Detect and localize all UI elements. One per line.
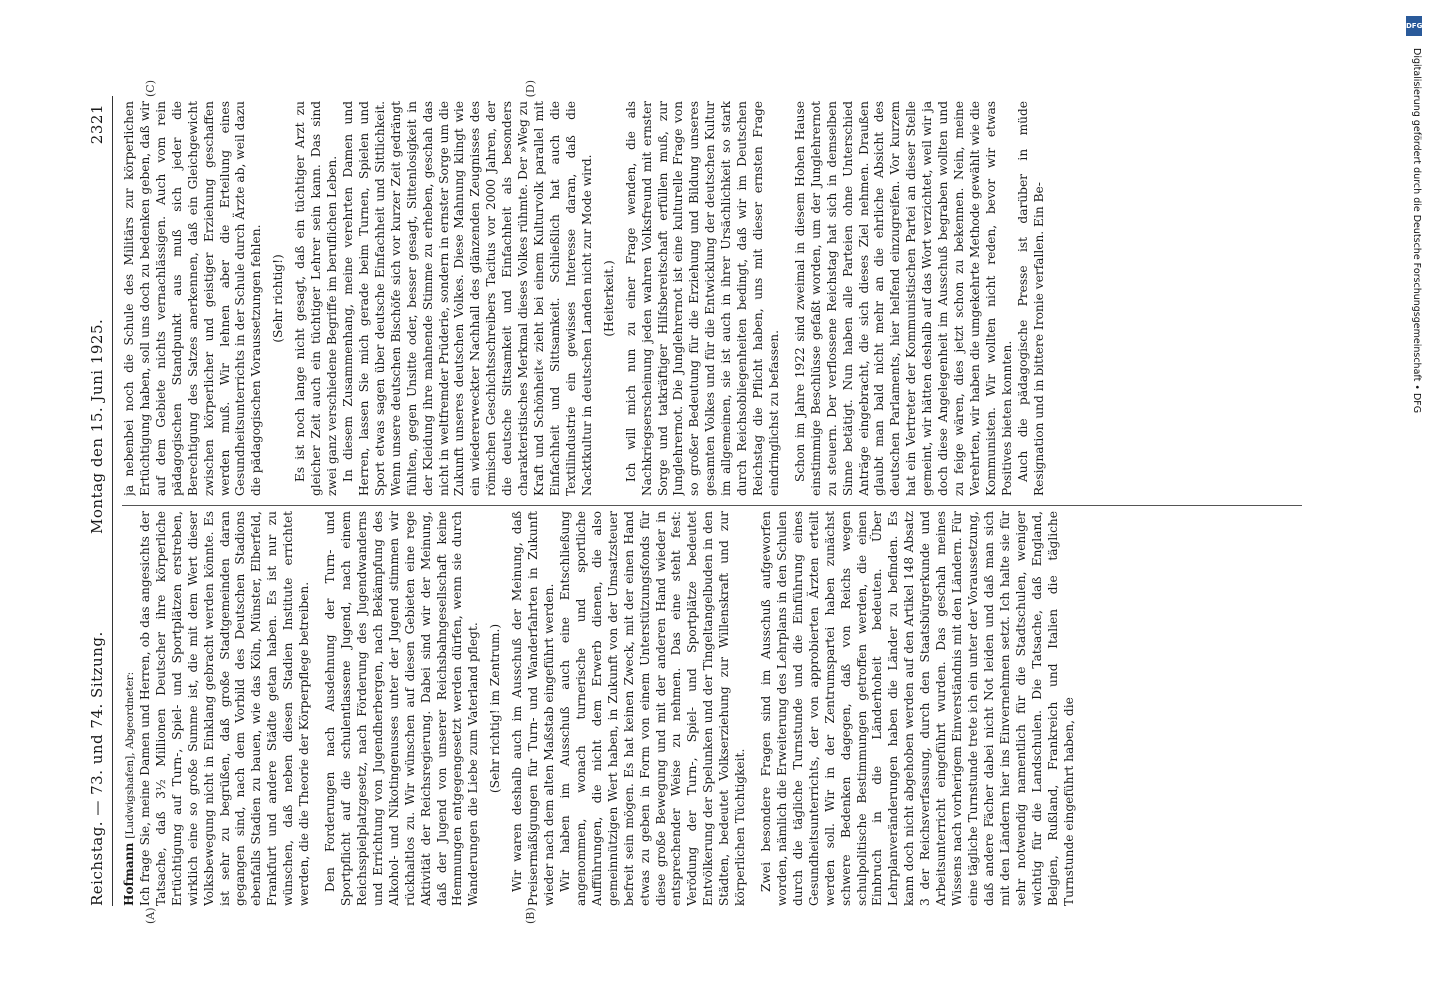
paragraph: Ich will mich nun zu einer Frage wenden, die als Nachkriegserscheinung jeden wahren Volksfreund mit ernster Sorge und tatkräftiger Hilfsbereitschaft erfüllen muß, zur Junglehrernot. Die Junglehrernot ist eine kulturelle Frage von so großer Bedeutung für die Erziehung und Bildung unseres gesamten Volkes und für die Entwicklung der deutschen Kultur im allgemeinen, sie ist auch in ihrer Ursächlichkeit so stark durch Reichsobliegenheiten bedingt, daß wir im Deutschen Reichstag die Pflicht haben, uns mit dieser ernsten Frage eindringlichst zu befassen. bbox=[623, 101, 781, 496]
digitization-sidebar bbox=[1406, 8, 1426, 992]
interjection: (Sehr richtig! im Zentrum.) bbox=[488, 623, 503, 794]
interjection: (Sehr richtig!) bbox=[271, 254, 286, 343]
speaker-name: Hofmann bbox=[122, 842, 136, 906]
paragraph: ja nebenbei noch die Schule des Militärs zur körperlichen Ertüchtigung haben, soll uns doch zu bedenken geben, daß wir auf dem Gebiete nichts vernachlässigen. Auch vom rein pädagogischen Standpunkt aus muß sich jeder die Berechtigung des Satzes anerkennen, daß ein Gleichgewicht zwischen körperlicher und geistiger Erziehung geschaffen werden muß. Wir lehnen aber die Erteilung eines Gesundheitsunterrichts in der Schule durch Ärzte ab, weil dazu die pädagogischen Voraussetzungen fehlen. bbox=[122, 101, 264, 496]
interjection: (Heiterkeit.) bbox=[601, 260, 616, 337]
document-page bbox=[84, 80, 1324, 924]
margin-letter-b: (B) bbox=[524, 907, 537, 924]
header-rule bbox=[112, 96, 113, 906]
page-number: 2321 bbox=[88, 104, 106, 145]
funding-notice: Digitalisierung gefördert durch die Deutsche Forschungsgemeinschaft • DFG bbox=[1411, 48, 1422, 414]
paragraph: In diesem Zusammenhang, meine verehrten Damen und Herren, lassen Sie mich gerade beim Turnen, Spielen und Sport etwas sagen über deutsche Einfachheit und Sittlichkeit. Wenn unsere deutschen Bischöfe sich vor kurzer Zeit gedrängt fühlten, gegen Unsitte oder, besser gesagt, Sittenlosigkeit in der Kleidung ihre mahnende Stimme zu erheben, geschah das nicht in weltfremder Prüderie, sondern in ernster Sorge um die Zukunft unseres deutschen Volkes. Diese Mahnung klingt wie ein wiedererweckter Nachhall des glänzenden Zeugnisses des römischen Geschichtsschreibers Tacitus vor 2000 Jahren, der die deutsche Sittsamkeit und Einfachheit als besonders charakteristisches Merkmal dieses Volkes rühmte. Der »Weg zu Kraft und Schönheit« zieht bei einem Kulturvolk parallel mit Einfachheit und Sittsamkeit. Schließlich hat auch die Textilindustrie ein gewisses Interesse daran, daß die Nacktkultur in deutschen Landen nicht zur Mode wird. bbox=[340, 101, 594, 496]
dfg-logo-icon: DFG bbox=[1406, 16, 1422, 36]
paragraph: Ich frage Sie, meine Damen und Herren, ob das angesichts der Tatsache, daß 3½ Millionen Deutscher ihre körperliche Ertüchtigung auf Turn-, Spiel- und Sportplätzen erstreben, wirklich eine so große Summe ist, die mit dem Wert dieser Volksbewegung nicht in Einklang gebracht werden könnte. Es ist sehr zu begrüßen, daß große Stadtgemeinden daran gegangen sind, nach dem Vorbild des Deutschen Stadions ebenfalls Stadien zu bauen, wie das Köln, Münster, Elberfeld, Frankfurt und andere Städte getan haben. Es ist nur zu wünschen, daß neben diesen Stadien Institute errichtet werden, die die Theorie der Körperpflege betreiben. bbox=[137, 511, 312, 906]
left-column bbox=[122, 511, 1314, 906]
speaker-line bbox=[122, 511, 138, 906]
paragraph: Es ist noch lange nicht gesagt, daß ein tüchtiger Arzt zu gleicher Zeit auch ein tüchtiger Lehrer sein kann. Das sind zwei ganz verschiedene Begriffe im beruflichen Leben. bbox=[293, 101, 340, 496]
paragraph: Wir haben im Ausschuß auch eine Entschließung angenommen, wonach turnerische und sportliche Aufführungen, die nicht dem Erwerb dienen, die also gemeinnützigen Wert haben, in Zukunft von der Umsatzsteuer befreit sein mögen. Es hat keinen Zweck, mit der einen Hand etwas zu geben in Form von einem Unterstützungsfonds für diese große Bewegung und mit der anderen Hand wieder in entsprechender Weise zu nehmen. Das eine steht fest: Verödung der Turn-, Spiel- und Sportplätze bedeutet Entvölkerung der Spelunken und der Tingeltangelbuden in den Städten, bedeutet Volkserziehung zur Willenskraft und zur körperlichen Tüchtigkeit. bbox=[557, 511, 748, 906]
column-divider bbox=[122, 505, 1302, 506]
paragraph: Schon im Jahre 1922 sind zweimal in diesem Hohen Hause einstimmige Beschlüsse gefaßt worden, um der Junglehrernot zu steuern. Der verflossene Reichstag hat sich in demselben Sinne betätigt. Nun haben alle Parteien ohne Unterschied Anträge eingebracht, die sich dieses Ziel nehmen. Draußen glaubt man bald nicht mehr an die ehrliche Absicht des deutschen Parlaments, hier helfend einzugreifen. Vor kurzem hat ein Vertreter der Kommunistischen Partei an dieser Stelle gemeint, wir hätten deshalb auf das Wort verzichtet, weil wir ja doch diese Angelegenheit im Ausschuß begraben wollten und zu feige wären, dies jetzt schon zu bekennen. Nein, meine Verehrten, wir haben die umgekehrte Methode gewählt wie die Kommunisten. Wir wollten nicht reden, bevor wir etwas Positives bieten konnten. bbox=[792, 101, 1014, 496]
margin-letter-c: (C) bbox=[144, 80, 157, 97]
paragraph: Wir waren deshalb auch im Ausschuß der Meinung, daß Preisermäßigungen für Turn- und Wanderfahrten in Zukunft wieder nach dem alten Maßstab eingeführt werden. bbox=[510, 511, 557, 906]
margin-letter-a: (A) bbox=[144, 907, 157, 924]
paragraph: Zwei besondere Fragen sind im Ausschuß aufgeworfen worden, nämlich die Erweiterung des Lehrplans in den Schulen durch die tägliche Turnstunde und die Einführung eines Gesundheitsunterrichts, der von approbierten Ärzten erteilt werden soll. Wir in der Zentrumspartei haben zunächst schwere Bedenken dagegen, daß von Reichs wegen schulpolitische Bestimmungen getroffen werden, die einen Einbruch in die Länderhoheit bedeuten. Über Lehrplanveränderungen haben die Länder zu befinden. Es kann doch nicht abgehoben werden auf den Artikel 148 Absatz 3 der Reichsverfassung, durch den Staatsbürgerkunde und Arbeitsunterricht eingeführt wurden. Das geschah meines Wissens nach vorherigem Einverständnis mit den Ländern. Für eine tägliche Turnstunde trete ich ein unter der Voraussetzung, daß andere Fächer dabei nicht Not leiden und daß man sich mit den Ländern hier ins Einvernehmen setzt. Ich halte sie für sehr notwendig namentlich für die Stadtschulen, weniger wichtig für die Landschulen. Die Tatsache, daß England, Belgien, Rußland, Frankreich und Italien die tägliche Turnstunde eingeführt haben, die bbox=[759, 511, 1076, 906]
speaker-note: [Ludwigshafen], Abgeordneter: bbox=[124, 671, 136, 839]
header-date: Montag den 15. Juni 1925. bbox=[88, 318, 106, 534]
header-session: Reichstag. — 73. und 74. Sitzung. bbox=[88, 631, 106, 906]
paragraph: Auch die pädagogische Presse ist darüber in müde Resignation und in bittere Ironie verfallen. Ein Be- bbox=[1015, 101, 1046, 496]
margin-letter-d: (D) bbox=[524, 80, 537, 98]
page-header bbox=[84, 96, 112, 924]
right-column bbox=[122, 101, 1314, 496]
paragraph: Den Forderungen nach Ausdehnung der Turn- und Sportpflicht auf die schulentlassene Jugend, nach einem Reichsspielplatzgesetz, nach Förderung des Jugendwanderns und Errichtung von Jugendherbergen, nach Bekämpfung des Alkohol- und Nikotingenusses unter der Jugend stimmen wir rückhaltlos zu. Wir wünschen auf diesen Gebieten eine rege Aktivität der Reichsregierung. Dabei sind wir der Meinung, daß der Jugend von unserer Reichsbahngesellschaft keine Hemmungen entgegengesetzt werden dürfen, wenn sie durch Wanderungen die Liebe zum Vaterland pflegt. bbox=[323, 511, 481, 906]
